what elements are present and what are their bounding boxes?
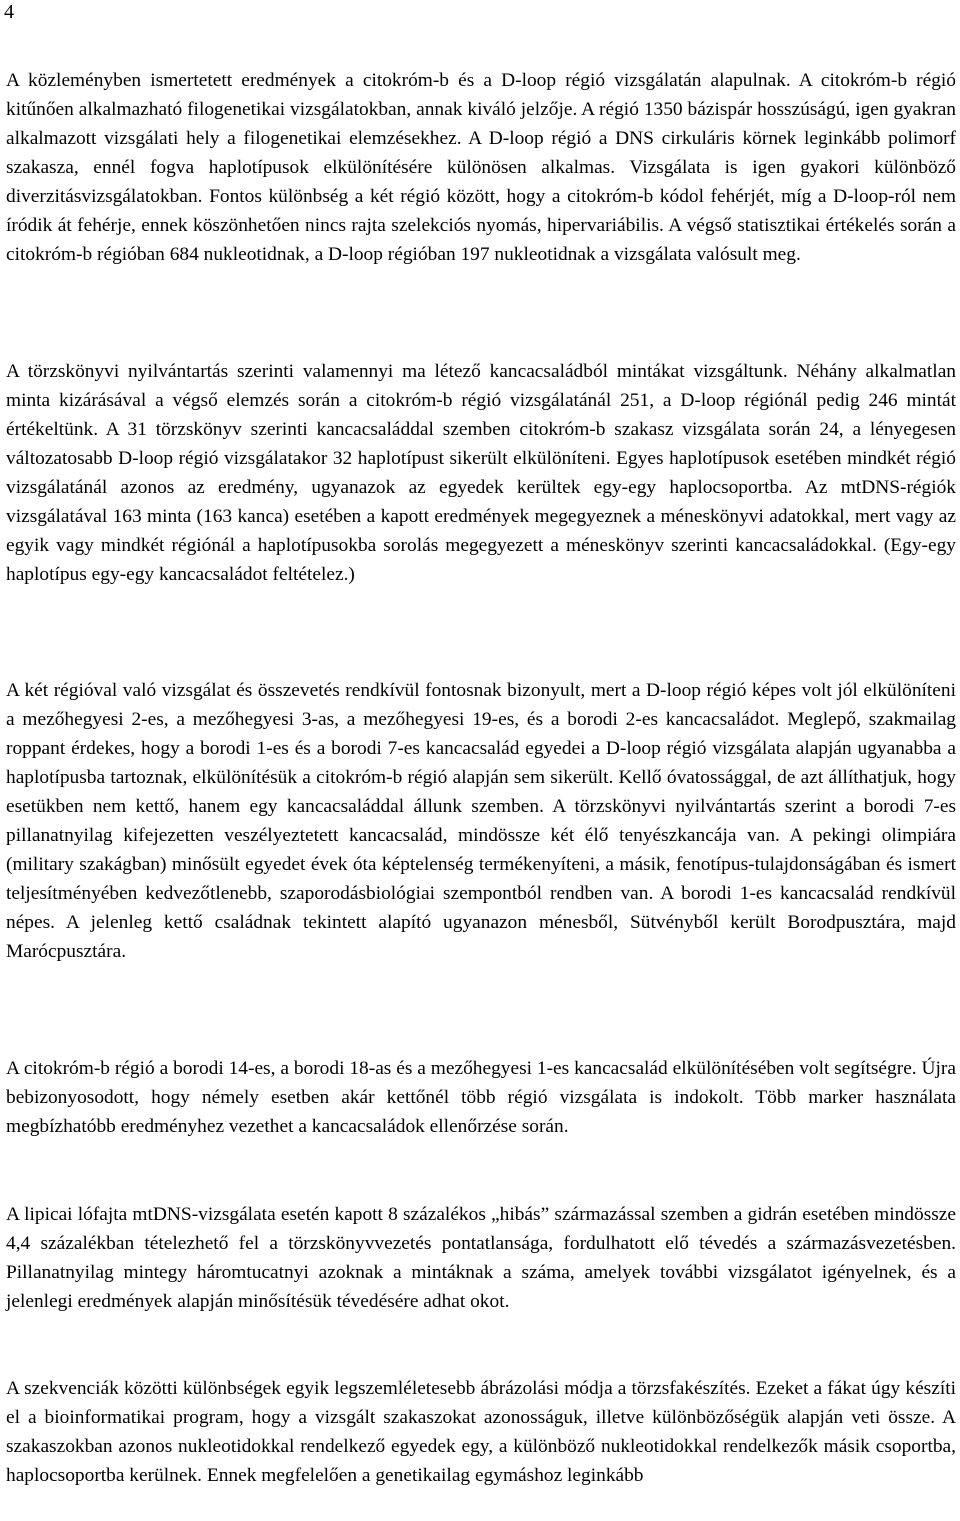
paragraph-phylogenetic-trees: A szekvenciák közötti különbségek egyik legszemléletesebb ábrázolási módja a törzsfakészítés. Ezeket a fákat úgy készíti el a bioinformatikai program, hogy a vizsgált szakaszokat azonosságuk, illetve különbözőségük alapján veti össze. A szakaszokban azonos nukleotidokkal rendelkező egyedek egy, a különböző nukleotidokkal rendelkezők másik csoportba, haplocsoportba kerülnek. Ennek megfelelően a genetikailag egymáshoz leginkább — [6, 1378, 956, 1486]
page-number: 4 — [4, 1, 14, 23]
paragraph-methods-regions: A közleményben ismertetett eredmények a citokróm-b és a D-loop régió vizsgálatán alapulnak. A citokróm-b régió kitűnően alkalmazható filogenetikai vizsgálatokban, annak kiváló jelzője. A régió 1350 bázispár hosszúságú, igen gyakran alkalmazott vizsgálati hely a filogenetikai elemzésekhez. A D-loop régió a DNS cirkuláris körnek leginkább polimorf szakasza, ennél fogva haplotípusok elkülönítésére különösen alkalmas. Vizsgálata is igen gyakori különböző diverzitásvizsgálatokban. Fontos különbség a két régió között, hogy a citokróm-b kódol fehérjét, míg a D-loop-ról nem íródik át fehérje, ennek köszönhetően nincs rajta szelekciós nyomás, hipervariábilis. A végső statisztikai értékelés során a citokróm-b régióban 684 nukleotidnak, a D-loop régióban 197 nukleotidnak a vizsgálata valósult meg. — [6, 70, 956, 265]
paragraph-sampling-results: A törzskönyvi nyilvántartás szerinti valamennyi ma létező kancacsaládból mintákat vizsgáltunk. Néhány alkalmatlan minta kizárásával a végső elemzés során a citokróm-b régió vizsgálatánál 251, a D-loop régiónál pedig 246 mintát értékeltünk. A 31 törzskönyv szerinti kancacsaláddal szemben citokróm-b szakasz vizsgálata során 24, a lényegesen változatosabb D-loop régió vizsgálatakor 32 haplotípust sikerült elkülöníteni. Egyes haplotípusok esetében mindkét régió vizsgálatánál azonos az eredmény, ugyanazok az egyedek kerültek egy-egy haplocsoportba. Az mtDNS-régiók vizsgálatával 163 minta (163 kanca) esetében a kapott eredmények megegyeznek a méneskönyvi adatokkal, mert vagy az egyik vagy mindkét régiónál a haplotípusokba sorolás megegyezett a méneskönyv szerinti kancacsaládokkal. (Egy-egy haplotípus egy-egy kancacsaládot feltételez.) — [6, 361, 956, 585]
paragraph-lipizzan-gidran-comparison: A lipicai lófajta mtDNS-vizsgálata esetén kapott 8 százalékos „hibás” származással szemben a gidrán esetében mindössze 4,4 százalékban tételezhető fel a törzskönyvvezetés pontatlansága, fordulhatott elő tévedés a származásvezetésben. Pillanatnyilag mintegy háromtucatnyi azoknak a mintáknak a száma, amelyek további vizsgálatot igényelnek, és a jelenlegi eredmények alapján minősítésük tévedésére adhat okot. — [6, 1204, 956, 1312]
paragraph-region-comparison: A két régióval való vizsgálat és összevetés rendkívül fontosnak bizonyult, mert a D-loop régió képes volt jól elkülöníteni a mezőhegyesi 2-es, a mezőhegyesi 3-as, a mezőhegyesi 19-es, és a borodi 2-es kancacsaládot. Meglepő, szakmailag roppant érdekes, hogy a borodi 1-es és a borodi 7-es kancacsalád egyedei a D-loop régió vizsgálata alapján ugyanabba a haplotípusba tartoznak, elkülönítésük a citokróm-b régió alapján sem sikerült. Kellő óvatossággal, de azt állíthatjuk, hogy esetükben nem kettő, hanem egy kancacsaláddal állunk szemben. A törzskönyvi nyilvántartás szerint a borodi 7-es pillanatnyilag kifejezetten veszélyeztetett kancacsalád, mindössze két élő tenyészkancája van. A pekingi olimpiára (military szakágban) minősült egyedet évek óta képtelenség termékenyíteni, a másik, fenotípus-tulajdonságában és ismert teljesítményében kedvezőtlenebb, szaporodásbiológiai szempontból rendben van. A borodi 1-es kancacsalád rendkívül népes. A jelenleg kettő családnak tekintett alapító ugyanazon ménesből, Sütvényből került Borodpusztára, majd Marócpusztára. — [6, 680, 956, 962]
paragraph-cytochrome-b-separation: A citokróm-b régió a borodi 14-es, a borodi 18-as és a mezőhegyesi 1-es kancacsalád elkülönítésében volt segítségre. Újra bebizonyosodott, hogy némely esetben akár kettőnél több régió vizsgálata is indokolt. Több marker használata megbízhatóbb eredményhez vezethet a kancacsaládok ellenőrzése során. — [6, 1058, 956, 1137]
